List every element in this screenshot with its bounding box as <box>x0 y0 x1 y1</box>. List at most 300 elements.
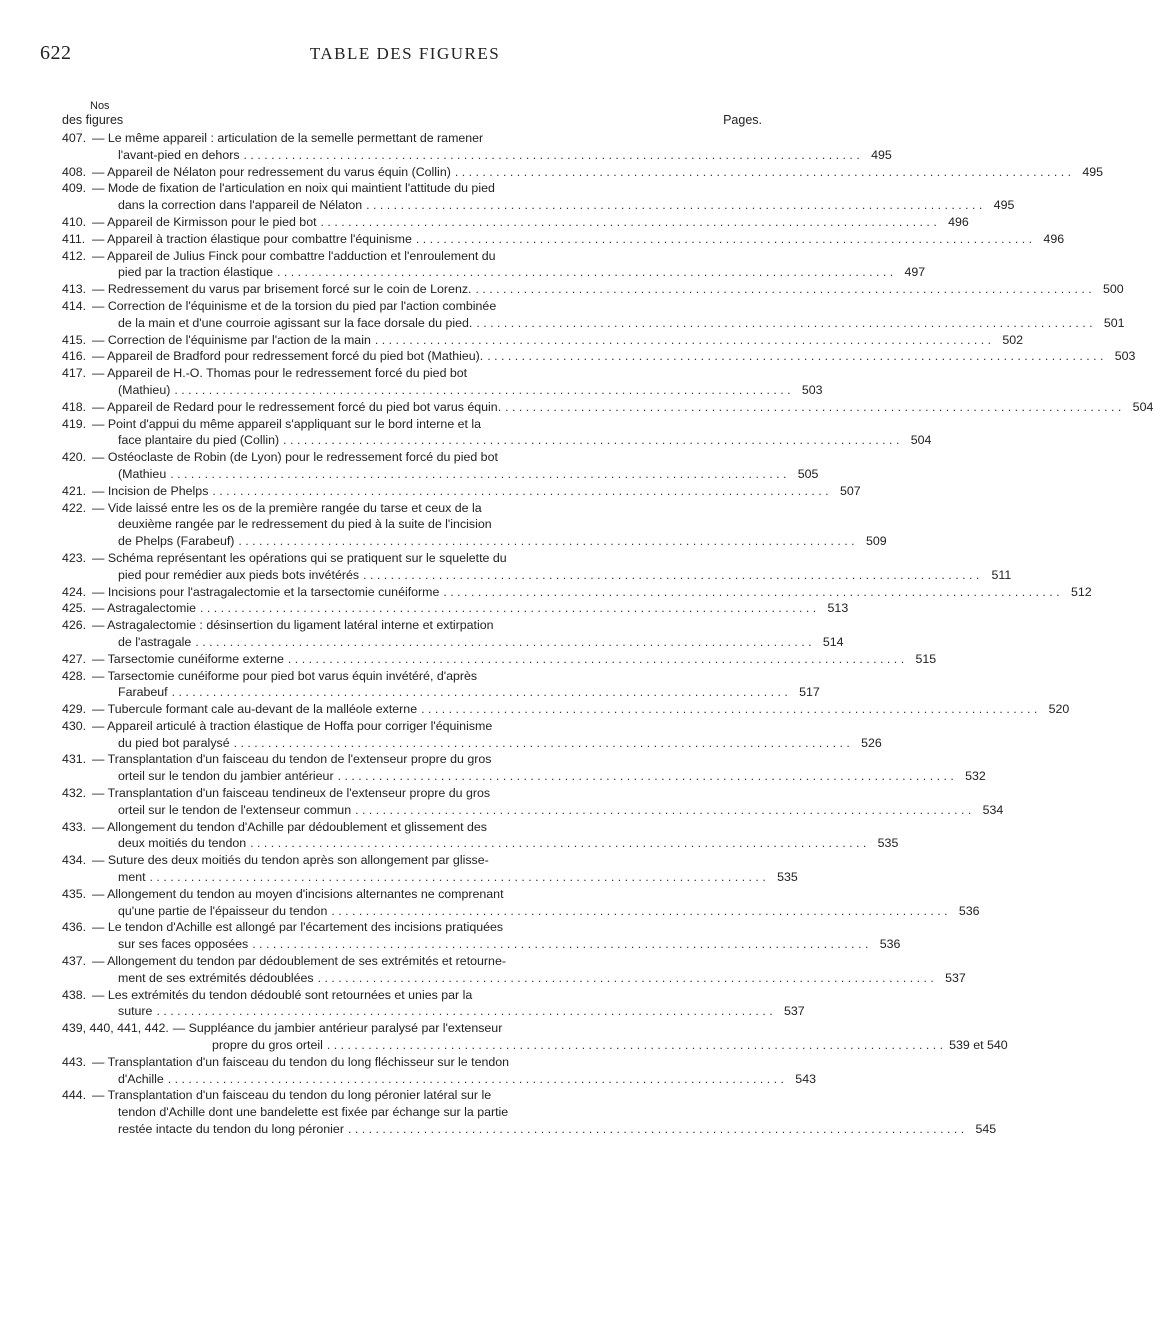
figure-entry <box>62 214 969 231</box>
entry-text: — Correction de l'équinisme par l'action de la main <box>92 332 371 347</box>
entry-line <box>92 332 1023 349</box>
page-reference: 495 <box>871 147 892 162</box>
figure-entry-body <box>92 298 1125 332</box>
entry-text: — Incision de Phelps <box>92 483 209 498</box>
entry-line <box>92 130 892 147</box>
entry-line <box>92 432 931 449</box>
figure-number: 431. <box>62 752 87 767</box>
figure-number: 435. <box>62 886 87 901</box>
figure-number: 421. <box>62 483 87 498</box>
entry-text: — Appareil de Bradford pour redressement forcé du pied bot (Mathieu). <box>92 349 484 364</box>
entry-text: dans la correction dans l'appareil de Nélaton <box>118 198 363 213</box>
figure-entry-body <box>92 852 798 886</box>
entry-text: — Ostéoclaste de Robin (de Lyon) pour le redressement forcé du pied bot <box>92 450 498 465</box>
leader-dots <box>248 936 874 953</box>
entry-line <box>92 953 966 970</box>
page-reference: 536 <box>879 937 901 952</box>
figure-number: 430. <box>62 718 87 733</box>
leader-dots <box>323 1037 949 1054</box>
figure-number: 420. <box>62 450 87 465</box>
entry-text: — Suppléance du jambier antérieur paralysé par l'extenseur <box>172 1021 503 1036</box>
figure-entry-body <box>92 281 1124 298</box>
figure-entry-body <box>92 483 861 500</box>
page-reference: 513 <box>827 601 849 616</box>
entry-line <box>92 516 887 533</box>
leader-dots <box>166 466 792 483</box>
leader-dots <box>230 735 856 752</box>
entry-text: orteil sur le tendon de l'extenseur commun <box>118 802 352 817</box>
leader-dots <box>439 584 1065 601</box>
figure-number: 432. <box>62 786 87 801</box>
entry-line <box>92 919 900 936</box>
page-header <box>40 42 770 66</box>
entry-text: tendon d'Achille dont une bandelette est fixée par échange sur la partie <box>118 1105 509 1120</box>
figure-entry <box>62 164 1104 181</box>
leader-dots <box>164 1071 790 1088</box>
entry-text: — Transplantation d'un faisceau du tendon du long péronier latéral sur le <box>92 1088 492 1103</box>
figure-entry <box>62 416 932 450</box>
page-reference: 504 <box>910 433 932 448</box>
figure-number: 436. <box>62 920 87 935</box>
entry-line <box>92 416 931 433</box>
page-reference: 536 <box>958 903 980 918</box>
figure-number: 434. <box>62 853 87 868</box>
figure-entry <box>62 718 882 752</box>
leader-dots <box>284 651 910 668</box>
page-reference: 503 <box>1114 349 1136 364</box>
entry-line <box>92 231 1064 248</box>
leader-dots <box>314 970 940 987</box>
figure-entry <box>62 550 1012 584</box>
figure-entry-body <box>92 751 986 785</box>
entry-text: ment <box>118 870 146 885</box>
leader-dots <box>412 231 1038 248</box>
entry-text: — Transplantation d'un faisceau du tendon de l'extenseur propre du gros <box>92 752 492 767</box>
leader-dots <box>152 1003 778 1020</box>
figure-entry <box>62 130 892 164</box>
figure-entry-body <box>92 231 1064 248</box>
page-reference: 497 <box>904 265 926 280</box>
leader-dots <box>472 315 1098 332</box>
entry-line <box>92 852 798 869</box>
figure-number: 414. <box>62 298 87 313</box>
page-reference: 496 <box>1043 231 1065 246</box>
figure-entry <box>62 365 823 399</box>
entry-text: — Astragalectomie : désinsertion du ligament latéral interne et extirpation <box>92 618 494 633</box>
figure-entry <box>62 332 1024 349</box>
figure-entry-body <box>92 248 925 282</box>
figure-entry <box>62 852 798 886</box>
entry-line <box>92 264 925 281</box>
entry-line <box>92 483 861 500</box>
entry-line <box>92 936 900 953</box>
leader-dots <box>334 768 960 785</box>
leader-dots <box>191 634 817 651</box>
figure-number: 413. <box>62 282 87 297</box>
entry-text: — Transplantation d'un faisceau tendineux de l'extenseur propre du gros <box>92 786 491 801</box>
entry-text: — Allongement du tendon au moyen d'incisions alternantes ne comprenant <box>92 886 504 901</box>
entry-text: deuxième rangée par le redressement du pied à la suite de l'incision <box>118 517 492 532</box>
leader-dots <box>279 432 905 449</box>
entry-line <box>92 584 1092 601</box>
entry-text: de l'astragale <box>118 634 192 649</box>
figure-entry <box>62 987 805 1021</box>
leader-dots <box>359 567 985 584</box>
entry-line <box>92 281 1124 298</box>
figure-number: 422. <box>62 500 87 515</box>
figure-entry-body <box>92 348 1135 365</box>
page-reference: 495 <box>993 198 1015 213</box>
page-reference: 515 <box>915 651 937 666</box>
entry-line <box>92 180 1014 197</box>
leader-dots <box>246 835 872 852</box>
entry-text: de Phelps (Farabeuf) <box>118 534 235 549</box>
numero-label: Nos <box>90 100 110 112</box>
entry-text: — Appareil de Redard pour le redressement forcé du pied bot varus équin. <box>92 399 502 414</box>
entry-line <box>92 1054 816 1071</box>
figure-entry-body <box>62 1020 1008 1054</box>
figure-number: 439, 440, 441, 442. <box>62 1021 169 1036</box>
figure-number: 407. <box>62 131 87 145</box>
figure-entry-body <box>92 953 966 987</box>
figure-entry <box>62 281 1124 298</box>
entry-line <box>92 735 882 752</box>
entry-text: pied par la traction élastique <box>118 265 273 280</box>
entry-text: propre du gros orteil <box>212 1038 323 1053</box>
entry-line <box>92 651 936 668</box>
entry-line <box>92 147 892 164</box>
entry-line <box>92 1087 996 1104</box>
figure-entry <box>62 953 966 987</box>
figure-number: 443. <box>62 1054 87 1069</box>
figure-entry <box>62 584 1092 601</box>
entry-text: — Redressement du varus par brisement forcé sur le coin de Lorenz. <box>92 282 472 297</box>
leader-dots <box>471 281 1097 298</box>
figure-entry-body <box>92 1054 816 1088</box>
entry-line <box>92 382 823 399</box>
figure-number: 426. <box>62 618 87 633</box>
entry-line <box>62 1037 1008 1054</box>
entry-line <box>92 1003 805 1020</box>
entry-line <box>92 315 1125 332</box>
leader-dots <box>146 869 772 886</box>
page-reference: 517 <box>799 685 820 700</box>
entry-line <box>92 903 980 920</box>
figure-entry <box>62 886 980 920</box>
entry-text: sur ses faces opposées <box>118 937 249 952</box>
entry-line <box>92 500 887 517</box>
page-reference: 543 <box>795 1071 816 1086</box>
page-reference: 520 <box>1048 702 1070 717</box>
figure-number: 408. <box>62 164 87 179</box>
figure-entry <box>62 919 901 953</box>
entry-line <box>92 600 848 617</box>
entry-text: — Correction de l'équinisme et de la torsion du pied par l'action combinée <box>92 298 497 313</box>
entry-line <box>92 348 1135 365</box>
figure-entry-body <box>92 919 900 953</box>
figure-entry-body <box>92 164 1103 181</box>
figure-entry-body <box>92 550 1011 584</box>
entry-text: — Tarsectomie cunéiforme pour pied bot varus équin invétéré, d'après <box>92 668 478 683</box>
entry-text: orteil sur le tendon du jambier antérieur <box>118 769 334 784</box>
entry-line <box>62 1020 1008 1037</box>
entry-text: — Le tendon d'Achille est allongé par l'écartement des incisions pratiquées <box>92 920 504 935</box>
entry-text: — Suture des deux moitiés du tendon après son allongement par glisse- <box>92 853 489 868</box>
page-reference: 511 <box>991 567 1012 582</box>
page-reference: 496 <box>948 214 969 229</box>
entry-line <box>92 248 925 265</box>
entry-line <box>92 298 1125 315</box>
entry-line <box>92 869 798 886</box>
entry-line <box>92 718 882 735</box>
figure-number: 437. <box>62 954 87 969</box>
leader-dots <box>451 164 1077 181</box>
page-reference: 505 <box>797 466 819 481</box>
entry-text: — Appareil articulé à traction élastique de Hoffa pour corriger l'équinisme <box>92 718 493 733</box>
entry-text: — Transplantation d'un faisceau du tendon du long fléchisseur sur le tendon <box>92 1054 510 1069</box>
figure-entry-body <box>92 180 1014 214</box>
figure-entry <box>62 819 899 853</box>
leader-dots <box>351 802 977 819</box>
entry-text: pied pour remédier aux pieds bots invétérés <box>118 567 360 582</box>
entry-text: face plantaire du pied (Collin) <box>118 433 280 448</box>
page-reference: 512 <box>1070 584 1092 599</box>
figure-entry-body <box>92 332 1023 349</box>
entry-line <box>92 164 1103 181</box>
page-reference: 500 <box>1103 282 1124 297</box>
figure-entry <box>62 785 1004 819</box>
entry-text: d'Achille <box>118 1071 164 1086</box>
entry-text: Farabeuf <box>118 685 168 700</box>
figure-entry-body <box>92 886 980 920</box>
entry-line <box>92 684 820 701</box>
page-reference: 535 <box>777 870 798 885</box>
figure-entry-body <box>92 651 936 668</box>
figure-number: 417. <box>62 366 87 381</box>
entry-text: — Appareil de Kirmisson pour le pied bot <box>92 214 317 229</box>
leader-dots <box>170 382 796 399</box>
page-number: 622 <box>40 42 72 64</box>
entry-line <box>92 668 820 685</box>
entry-line <box>92 970 966 987</box>
entry-text: — Point d'appui du même appareil s'appliquant sur le bord interne et la <box>92 416 482 431</box>
entry-line <box>92 802 1003 819</box>
figure-entry <box>62 1087 997 1137</box>
entry-line <box>92 617 844 634</box>
entry-line <box>92 987 805 1004</box>
leader-dots <box>501 399 1127 416</box>
leader-dots <box>273 264 899 281</box>
figure-number: 427. <box>62 651 87 666</box>
page-reference: 526 <box>861 735 882 750</box>
entry-text: — Tarsectomie cunéiforme externe <box>92 651 284 666</box>
leader-dots <box>196 600 822 617</box>
entry-line <box>92 701 1069 718</box>
entry-text: — Allongement du tendon d'Achille par dédoublement et glissement des <box>92 819 487 834</box>
entry-line <box>92 819 898 836</box>
figure-entry <box>62 449 819 483</box>
figure-entry-body <box>92 819 898 853</box>
entry-line <box>92 634 844 651</box>
figure-entry-body <box>92 987 805 1021</box>
page-reference: 507 <box>839 483 861 498</box>
figure-number: 423. <box>62 550 87 565</box>
figure-number: 412. <box>62 248 87 263</box>
figure-entry <box>62 298 1125 332</box>
page-reference: 545 <box>975 1122 997 1137</box>
entry-text: — Schéma représentant les opérations qui se pratiquent sur le squelette du <box>92 550 507 565</box>
entry-line <box>92 1104 996 1121</box>
entry-text: suture <box>118 1004 153 1019</box>
figure-entry <box>62 668 820 702</box>
leader-dots <box>344 1121 970 1138</box>
leader-dots <box>362 197 988 214</box>
figure-entry <box>62 483 861 500</box>
entry-text: — Tubercule formant cale au-devant de la malléole externe <box>92 702 418 717</box>
entry-text: — Vide laissé entre les os de la première rangée du tarse et ceux de la <box>92 500 482 515</box>
entry-line <box>92 533 887 550</box>
entry-text: — Astragalectomie <box>92 601 196 616</box>
entry-text: — Appareil de Julius Finck pour combattre l'adduction et l'enroulement du <box>92 248 496 263</box>
entry-text: — Les extrémités du tendon dédoublé sont retournées et unies par la <box>92 987 473 1002</box>
figure-entry-body <box>92 500 887 550</box>
leader-dots <box>234 533 860 550</box>
entry-text: deux moitiés du tendon <box>118 836 247 851</box>
page-reference: 502 <box>1002 332 1024 347</box>
page-reference: 537 <box>945 970 966 985</box>
leader-dots <box>371 332 997 349</box>
page-reference: 534 <box>982 802 1004 817</box>
figures-label: des figures <box>62 113 124 127</box>
figure-number: 418. <box>62 399 87 414</box>
entry-line <box>92 466 818 483</box>
leader-dots <box>327 903 953 920</box>
figure-entry-body <box>92 399 1153 416</box>
entry-line <box>92 550 1011 567</box>
figure-entry <box>62 1054 816 1088</box>
page-reference: 503 <box>801 382 823 397</box>
figure-entry <box>62 701 1070 718</box>
figure-entry <box>62 600 849 617</box>
page-reference: 532 <box>965 769 986 784</box>
figure-number: 416. <box>62 349 87 364</box>
leader-dots <box>240 147 866 164</box>
page-title: TABLE DES FIGURES <box>309 44 501 63</box>
figure-number: 428. <box>62 668 87 683</box>
figure-number: 409. <box>62 181 87 196</box>
figure-entry-body <box>92 600 848 617</box>
page-reference: 509 <box>865 534 887 549</box>
entry-text: — Appareil de H.-O. Thomas pour le redressement forcé du pied bot <box>92 366 468 381</box>
page-reference: 514 <box>822 634 844 649</box>
leader-dots <box>417 701 1043 718</box>
figure-entry-body <box>92 449 818 483</box>
figure-number: 438. <box>62 987 87 1002</box>
entry-text: du pied bot paralysé <box>118 735 230 750</box>
figure-entry-body <box>92 785 1003 819</box>
entry-text: qu'une partie de l'épaisseur du tendon <box>118 903 328 918</box>
entry-line <box>92 365 823 382</box>
entry-line <box>92 886 980 903</box>
figure-entry <box>62 348 1136 365</box>
figure-entry <box>62 248 926 282</box>
figure-number: 425. <box>62 601 87 616</box>
figure-entry-body <box>92 214 969 231</box>
leader-dots <box>317 214 943 231</box>
figure-entry-body <box>92 617 844 651</box>
entry-text: ment de ses extrémités dédoublées <box>118 970 314 985</box>
figure-entry-body <box>92 1087 996 1137</box>
leader-dots <box>208 483 834 500</box>
figure-number: 444. <box>62 1088 87 1103</box>
leader-dots <box>168 684 794 701</box>
figure-entry <box>62 617 844 651</box>
entry-line <box>92 835 898 852</box>
figure-list <box>62 130 1153 1138</box>
entry-text: (Mathieu <box>118 466 167 481</box>
entry-text: — Mode de fixation de l'articulation en noix qui maintient l'attitude du pied <box>92 181 495 196</box>
page-reference: 501 <box>1103 315 1125 330</box>
figure-number: 433. <box>62 819 87 834</box>
figure-number: 415. <box>62 332 87 347</box>
figure-entry <box>62 751 986 785</box>
figure-entry <box>62 651 937 668</box>
figure-number: 411. <box>62 231 86 246</box>
figure-entry-body <box>92 668 820 702</box>
entry-text: — Incisions pour l'astragalectomie et la tarsectomie cunéiforme <box>92 584 440 599</box>
figure-entry <box>62 500 887 550</box>
figure-number: 410. <box>62 214 87 229</box>
page-reference: 504 <box>1132 399 1153 414</box>
entry-line <box>92 214 969 231</box>
figure-entry-body <box>92 718 882 752</box>
entry-line <box>92 751 986 768</box>
entry-line <box>92 399 1153 416</box>
figure-entry-body <box>92 416 931 450</box>
figure-entry-body <box>92 130 892 164</box>
figure-number: 419. <box>62 416 87 431</box>
entry-text: restée intacte du tendon du long péronier <box>118 1122 344 1137</box>
page-reference: 537 <box>783 1004 805 1019</box>
page-reference: 495 <box>1082 164 1104 179</box>
figure-entry <box>62 180 1015 214</box>
figure-number: 424. <box>62 584 87 599</box>
entry-line <box>92 1121 996 1138</box>
leader-dots <box>483 348 1109 365</box>
entry-line <box>92 449 818 466</box>
figure-entry <box>62 231 1065 248</box>
pages-label: Pages. <box>723 113 762 127</box>
entry-text: (Mathieu) <box>118 382 171 397</box>
entry-line <box>92 567 1011 584</box>
figure-entry-body <box>92 584 1092 601</box>
entry-line <box>92 197 1014 214</box>
figure-entry <box>62 1020 1008 1054</box>
entry-text: — Appareil à traction élastique pour combattre l'équinisme <box>92 231 412 246</box>
entry-line <box>92 785 1003 802</box>
page-reference: 535 <box>877 836 899 851</box>
figure-entry-body <box>92 365 823 399</box>
entry-text: l'avant-pied en dehors <box>118 147 240 162</box>
entry-text: de la main et d'une courroie agissant sur la face dorsale du pied. <box>118 315 473 330</box>
entry-line <box>92 1071 816 1088</box>
entry-line <box>92 768 986 785</box>
figure-entry <box>62 399 1153 416</box>
figure-number: 429. <box>62 702 87 717</box>
entry-text: — Le même appareil : articulation de la semelle permettant de ramener <box>92 131 484 145</box>
entry-text: — Appareil de Nélaton pour redressement du varus équin (Collin) <box>92 164 451 179</box>
page-reference: 539 et 540 <box>949 1038 1008 1053</box>
